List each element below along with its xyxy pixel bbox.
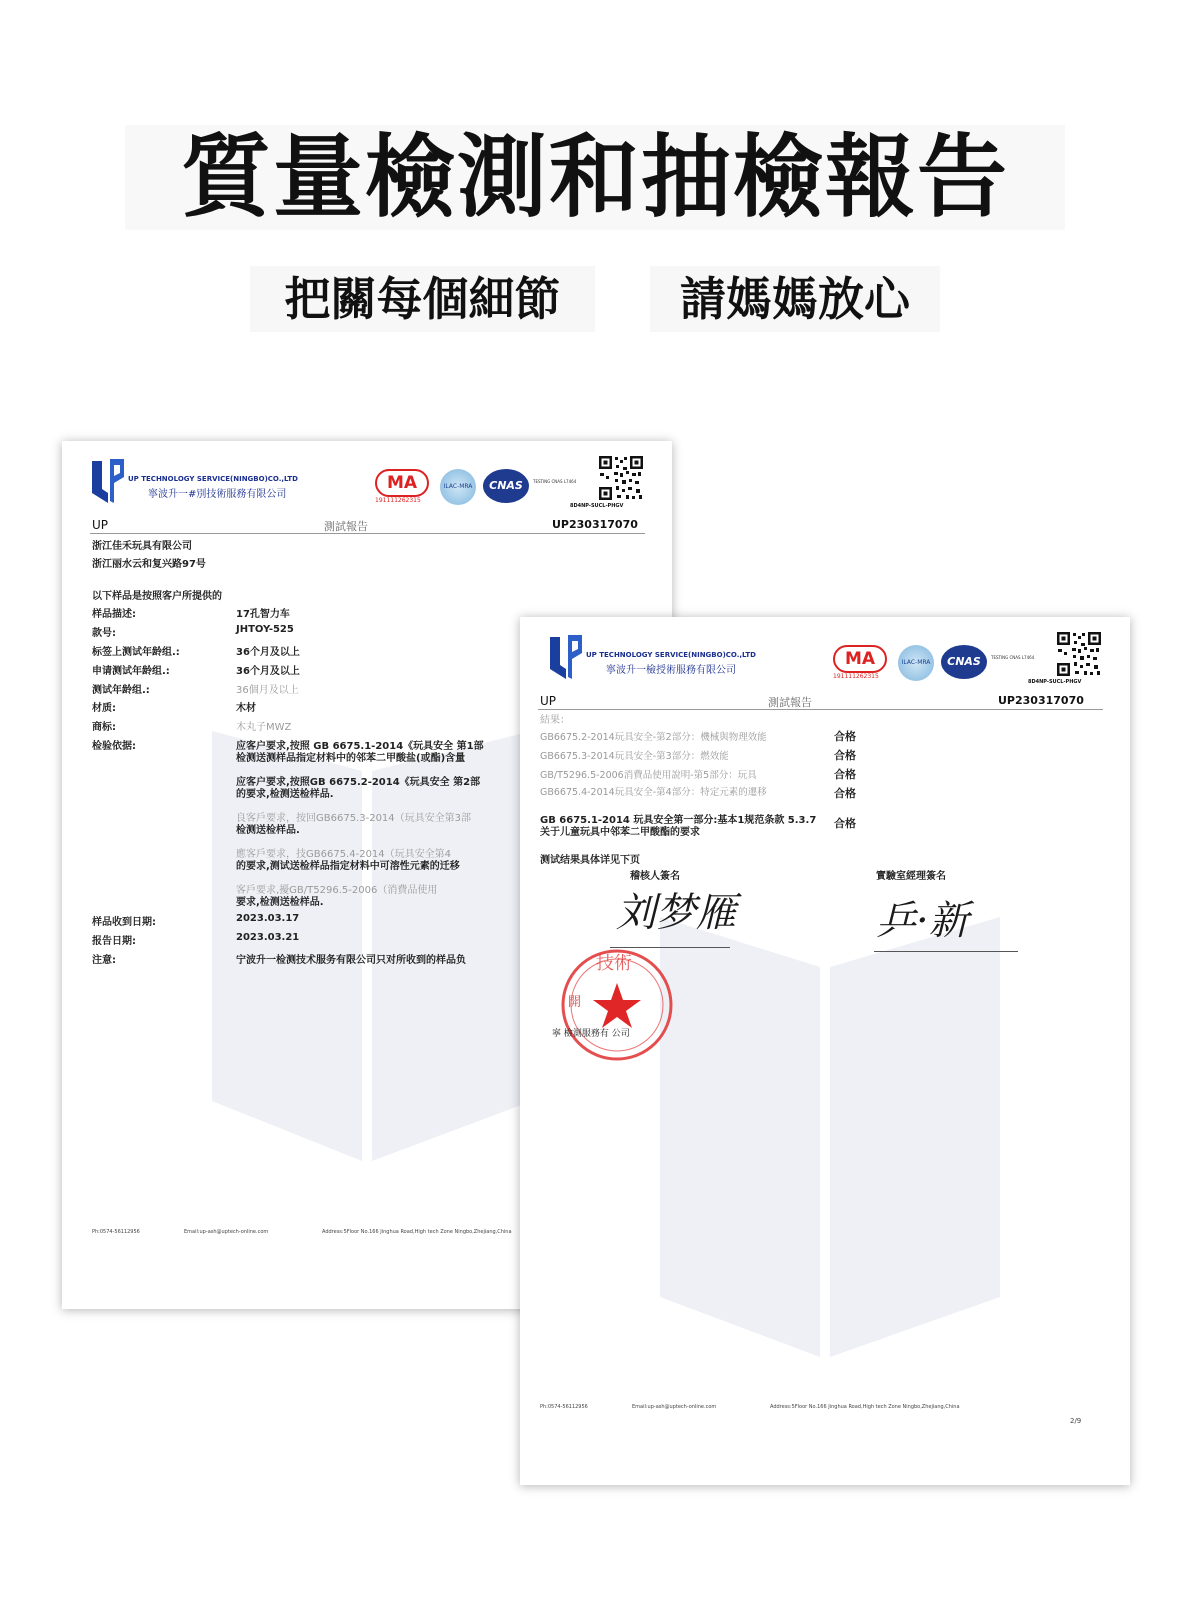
ma-number: 191111262315 <box>833 673 879 680</box>
cnas-small-text: TESTING CNAS L7464 <box>991 655 1035 660</box>
basis-line: 良客戶要求，按回GB6675.3-2014（玩具安全第3部 <box>236 813 472 824</box>
report-page-2 <box>520 617 1130 1485</box>
result-standard: GB 6675.1-2014 玩具安全第一部分:基本1规范条款 5.3.7 关于儿童玩具中邻苯二甲酸酯的要求 <box>540 815 817 838</box>
qr-code-icon <box>1056 631 1102 677</box>
report-number: UP230317070 <box>552 518 638 531</box>
footer-email: Email:up-ash@uptech-online.com <box>632 1404 717 1410</box>
footer-phone: Ph:0574-56112956 <box>92 1229 140 1235</box>
results-heading: 結果： <box>540 715 570 726</box>
up-label: UP <box>92 518 109 532</box>
basis-label: 检验依据: <box>92 741 136 752</box>
basis-line: 应客户要求,按照GB 6675.2-2014《玩具安全 第2部 <box>236 777 481 788</box>
company-logo-icon <box>90 455 126 505</box>
result-verdict: 合格 <box>834 768 856 781</box>
header-rule <box>90 533 645 534</box>
result-verdict: 合格 <box>834 749 856 762</box>
subtitle-right: 請媽媽放心 <box>650 266 940 332</box>
field-label: 申请测试年龄组.: <box>92 666 170 677</box>
field-value: 17孔智力车 <box>236 609 290 620</box>
company-name-en: UP TECHNOLOGY SERVICE(NINGBO)CO.,LTD <box>128 475 298 483</box>
subtitle-left: 把關每個細節 <box>250 266 595 332</box>
company-logo-icon <box>548 631 584 681</box>
field-value: 36个月及以上 <box>236 647 300 658</box>
page-title: 質量檢測和抽檢報告 <box>125 125 1065 230</box>
field-value: 36个月及以上 <box>236 666 300 677</box>
footer-phone: Ph:0574-56112956 <box>540 1404 588 1410</box>
field-value: JHTOY-525 <box>236 624 294 635</box>
result-standard: GB/T5296.5-2006消費品使用說明-第5部分：玩具 <box>540 770 757 781</box>
stamp-text: 技術 <box>596 953 632 974</box>
basis-line: 的要求,检测送检样品. <box>236 789 334 800</box>
basis-line: 客戶要求,擾GB/T5296.5-2006（消費品使用 <box>236 885 438 896</box>
note-label: 注意: <box>92 955 116 966</box>
report-header <box>548 631 1108 691</box>
up-label: UP <box>540 694 557 708</box>
received-date-value: 2023.03.17 <box>236 913 300 924</box>
stamp-company: 寧 檢測服務有 公司 <box>552 1029 630 1039</box>
field-label: 材质: <box>92 703 116 714</box>
report-date-label: 报告日期: <box>92 936 136 947</box>
manager-signature: 乒·新 <box>876 898 969 944</box>
ilac-mra-mark: ILAC-MRA <box>898 645 934 681</box>
qr-code-text: 8D4NP-SUCL-PHGV <box>1028 679 1082 685</box>
report-type: 測試報告 <box>324 520 368 533</box>
basis-line: 的要求,测试送检样品指定材料中可溶性元素的迁移 <box>236 861 460 872</box>
manager-label: 實驗室經理簽名 <box>876 871 946 882</box>
basis-line: 检测送检样品. <box>236 825 300 836</box>
field-label: 标签上测试年龄组.: <box>92 647 180 658</box>
field-label: 测试年龄组.: <box>92 685 150 696</box>
company-name-cn: 寧波升一檢授術服務有限公司 <box>606 665 736 676</box>
cnas-mark: CNAS <box>941 645 987 679</box>
footer-address: Address:5Floor No.166 Jinghua Road,High tech Zone Ningbo,Zhejiang,China <box>770 1404 960 1410</box>
reviewer-signature: 刘梦雁 <box>616 890 736 936</box>
qr-code-text: 8D4NP-SUCL-PHGV <box>570 503 624 509</box>
sample-intro: 以下样品是按照客户所提供的 <box>92 591 222 602</box>
received-date-label: 样品收到日期: <box>92 917 156 928</box>
ma-certification-mark: MA <box>833 645 887 673</box>
qr-code-icon <box>598 455 644 501</box>
result-standard: GB6675.2-2014玩具安全-第2部分：機械與物理效能 <box>540 732 767 743</box>
ma-number: 191111262315 <box>375 497 421 504</box>
stamp-text: 開 <box>568 995 582 1010</box>
result-standard: GB6675.4-2014玩具安全-第4部分：特定元素的遷移 <box>540 787 767 798</box>
field-value: 木材 <box>236 703 256 714</box>
manager-signature-line <box>874 951 1018 952</box>
footer-address: Address:5Floor No.166 Jinghua Road,High tech Zone Ningbo,Zhejiang,China <box>322 1229 512 1235</box>
report-header <box>90 455 650 515</box>
cnas-small-text: TESTING CNAS L7464 <box>533 479 577 484</box>
field-label: 样品描述: <box>92 609 136 620</box>
report-number: UP230317070 <box>998 694 1084 707</box>
ma-certification-mark: MA <box>375 469 429 497</box>
client-address: 浙江丽水云和复兴路97号 <box>92 559 206 570</box>
basis-line: 检测送测样品指定材料中的邻苯二甲酸盐(或酯)含量 <box>236 753 466 764</box>
basis-line: 應客戶要求，技GB6675.4-2014（玩具安全第4 <box>236 849 452 860</box>
footer-email: Email:up-ash@uptech-online.com <box>184 1229 269 1235</box>
client-name: 浙江佳禾玩具有限公司 <box>92 541 192 552</box>
report-date-value: 2023.03.21 <box>236 932 300 943</box>
field-label: 款号: <box>92 628 116 639</box>
field-value: 木丸子MWZ <box>236 722 292 733</box>
result-verdict: 合格 <box>834 730 856 743</box>
result-verdict: 合格 <box>834 787 856 800</box>
header-rule <box>538 709 1103 710</box>
result-verdict: 合格 <box>834 817 856 830</box>
basis-line: 要求,检测送检样品. <box>236 897 324 908</box>
field-value: 36個月及以上 <box>236 685 299 696</box>
company-name-en: UP TECHNOLOGY SERVICE(NINGBO)CO.,LTD <box>586 651 756 659</box>
page-number: 2/9 <box>1070 1417 1082 1425</box>
company-name-cn: 寧波升一#別技術服務有限公司 <box>148 489 287 500</box>
result-standard: GB6675.3-2014玩具安全-第3部分：燃效能 <box>540 751 729 762</box>
reviewer-label: 稽核人簽名 <box>630 871 680 882</box>
basis-line: 应客户要求,按照 GB 6675.1-2014《玩具安全 第1部 <box>236 741 484 752</box>
field-label: 商标: <box>92 722 116 733</box>
report-type: 測試報告 <box>768 696 812 709</box>
cnas-mark: CNAS <box>483 469 529 503</box>
details-note: 测试结果具体详见下页 <box>540 855 640 866</box>
note-value: 宁波升一检测技术服务有限公司只对所收到的样品负 <box>236 955 466 966</box>
ilac-mra-mark: ILAC-MRA <box>440 469 476 505</box>
